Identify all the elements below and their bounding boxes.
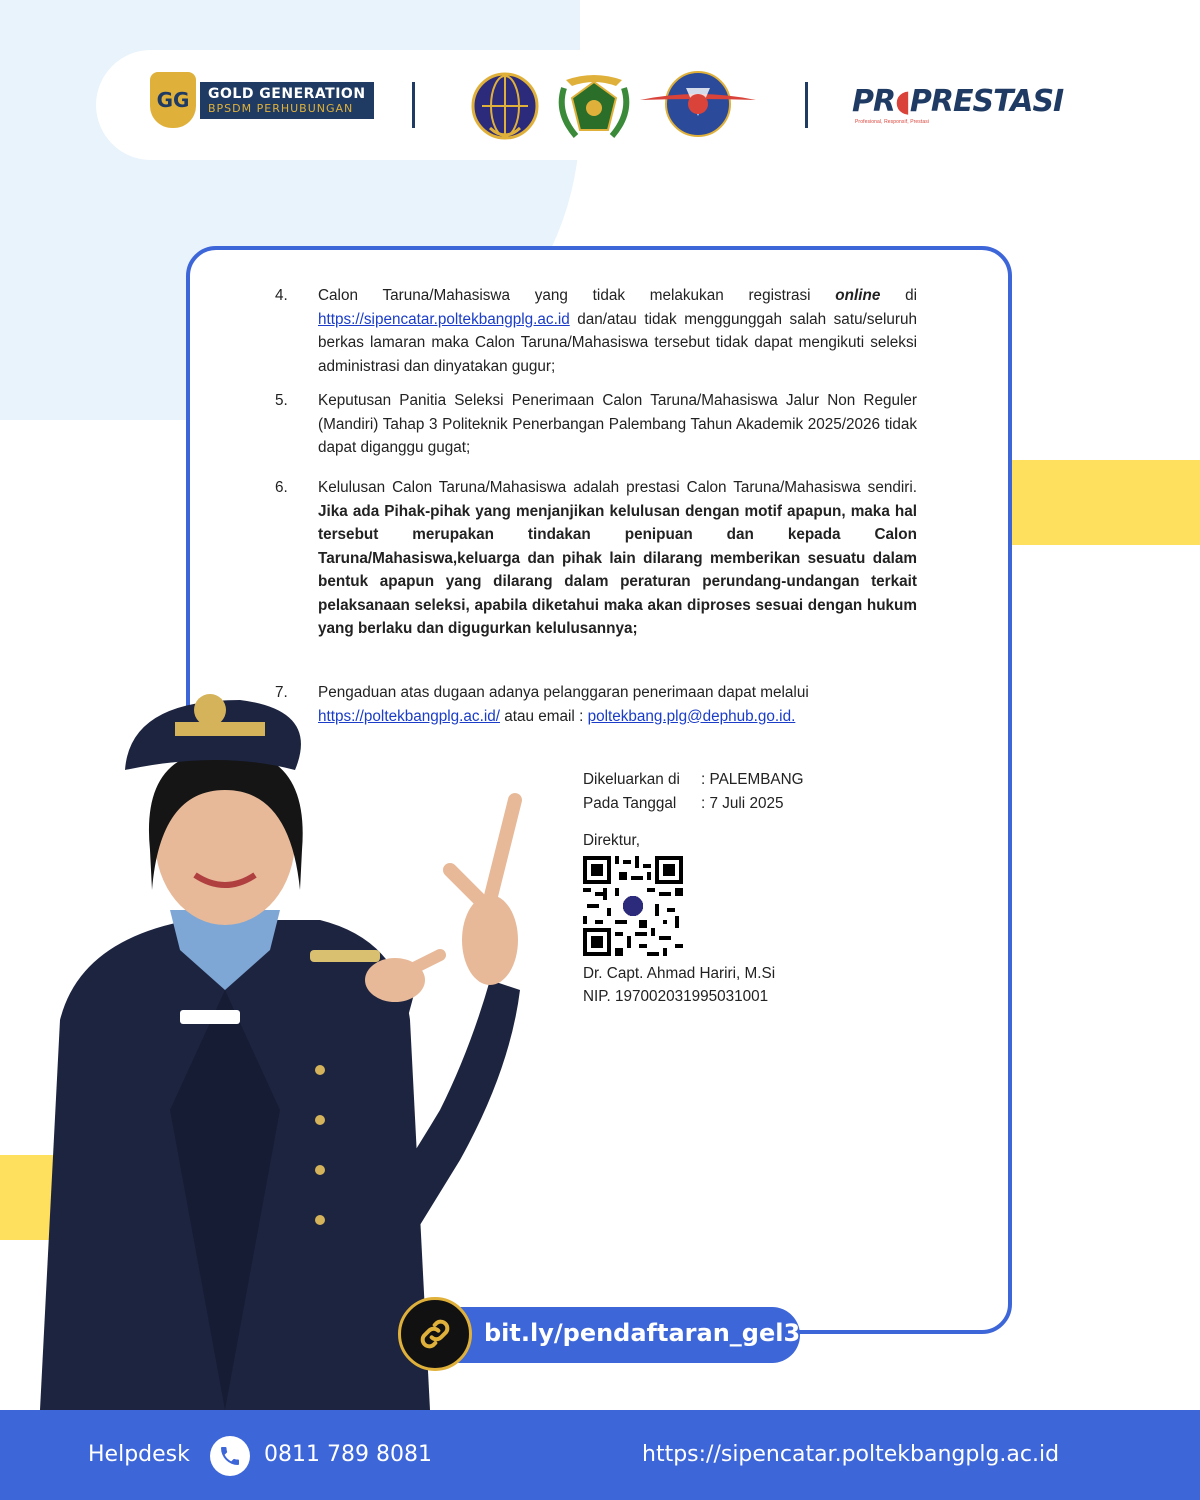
gg-text-block [200,82,374,119]
signer-block [583,962,775,1008]
item-number: 6. [275,479,288,496]
helpdesk-phone[interactable]: 0811 789 8081 [264,1442,432,1467]
doc-item-5 [275,389,917,460]
website-link[interactable]: https://poltekbangplg.ac.id/ [318,707,500,725]
item-text: Keputusan Panitia Seleksi Penerimaan Calon Taruna/Mahasiswa Jalur Non Reguler (Mandiri) Tahap 3 Politeknik Penerbangan Palembang Tahun Akademik 2025/2026 tidak dapat diganggu gugat; [318,392,917,456]
proprestasi-tagline: Profesional, Responsif, Prestasi [855,119,930,125]
issue-block [583,768,804,815]
item-text: Pengaduan atas dugaan adanya pelanggaran penerimaan dapat melalui https://poltekbangplg.ac.id/ atau email : poltekbang.plg@dephub.go.id. [318,684,809,725]
warning-text: Jika ada Pihak-pihak yang menjanjikan kelulusan dengan motif apapun, maka hal tersebut merupakan tindakan penipuan dan kepada Calon Taruna/Mahasiswa,keluarga dan pihak lain dilarang memberikan sesuatu dalam bentuk apapun yang dilarang dalam peraturan perundang-undangan terkait pelaksanaan seleksi, apabila diketahui maka akan diproses sesuai dengan hukum yang berlaku dan digugurkan kelulusannya; [318,502,917,637]
registration-site-link[interactable]: https://sipencatar.poltekbangplg.ac.id [318,310,570,328]
ministry-emblem-icon [470,68,540,148]
gg-title: GOLD GENERATION [208,85,366,102]
gg-badge-icon: GG [150,72,196,128]
gg-subtitle: BPSDM PERHUBUNGAN [208,101,354,115]
doc-item-6 [275,476,917,641]
item-number: 5. [275,392,288,409]
signer-nip: NIP. 197002031995031001 [583,988,769,1005]
gold-generation-logo [150,72,374,128]
registration-link-text[interactable]: bit.ly/pendaftaran_gel3 [484,1319,801,1347]
signer-name: Dr. Capt. Ahmad Hariri, M.Si [583,965,776,982]
item-text: Kelulusan Calon Taruna/Mahasiswa adalah prestasi Calon Taruna/Mahasiswa sendiri. Jika ada Pihak-pihak yang menjanjikan kelulusan dengan motif apapun, maka hal tersebut merupakan tindakan penipuan dan kepada Calon Taruna/Mahasiswa,keluarga dan pihak lain dilarang memberikan sesuatu dalam bentuk apapun yang dilarang dalam peraturan perundang-undangan terkait pelaksanaan seleksi, apabila diketahui maka akan diproses sesuai dengan hukum yang berlaku dan digugurkan kelulusannya; [318,479,917,637]
brand-rest: PRESTASI [909,84,1064,119]
bpsdm-emblem-icon [556,68,632,146]
place-label: Dikeluarkan di [583,771,680,788]
proprestasi-logo [852,84,1063,119]
brand-pro: PR [852,84,896,119]
link-icon [398,1297,472,1371]
poltekbang-emblem-icon [640,68,756,140]
item-text: Calon Taruna/Mahasiswa yang tidak melakukan registrasi online di https://sipencatar.poltekbangplg.ac.id dan/atau tidak menggunggah salah satu/seluruh berkas lamaran maka Calon Taruna/Mahasiswa tersebut tidak dapat mengikuti seleksi administrasi dan dinyatakan gugur; [318,287,917,375]
date-label: Pada Tanggal [583,794,677,812]
item-number: 7. [275,684,288,701]
rocket-o-icon: ◖ [895,84,910,119]
cadet-photo [20,690,560,1410]
footer-website-link[interactable]: https://sipencatar.poltekbangplg.ac.id [642,1442,1060,1467]
date-value: : 7 Juli 2025 [701,794,784,812]
director-label: Direktur, [583,832,640,849]
header-divider-2 [805,82,808,128]
helpdesk-label: Helpdesk [88,1442,190,1467]
header-divider [412,82,415,128]
place-value: : PALEMBANG [701,771,804,788]
phone-icon [210,1436,250,1476]
signature-qr-code [583,856,683,956]
item-number: 4. [275,287,288,304]
doc-item-4 [275,284,917,378]
email-link[interactable]: poltekbang.plg@dephub.go.id. [587,707,796,725]
